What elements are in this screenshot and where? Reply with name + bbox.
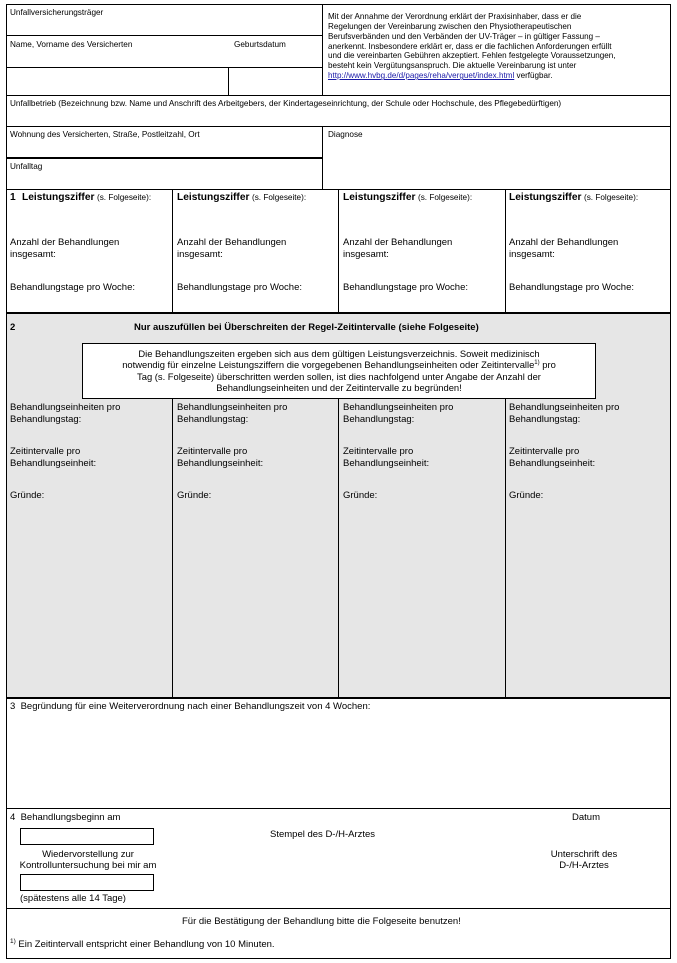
section4-start-label: Behandlungsbeginn am bbox=[20, 812, 121, 823]
employer-label: Unfallbetrieb (Bezeichnung bzw. Name und Anschrift des Arbeitgebers, der Kindertageseinrichtung, der Schule oder Hochschule, des Pflegebedürftigen) bbox=[10, 99, 562, 108]
confirm-text: Für die Bestätigung der Behandlung bitte die Folgeseite benutzen! bbox=[182, 916, 461, 927]
section2-number: 2 bbox=[10, 322, 16, 333]
s2-interval-label-2: Behandlungseinheit: bbox=[177, 458, 264, 469]
signature-label bbox=[534, 849, 634, 872]
agreement-line: besteht kein Vergütungsanspruch. Die aktuelle Vereinbarung ist unter bbox=[328, 61, 577, 71]
s2-interval-label: Zeitintervalle pro bbox=[177, 446, 248, 457]
followup-date-field[interactable] bbox=[20, 874, 154, 891]
s2-units-label: Behandlungseinheiten pro bbox=[343, 402, 454, 413]
section3-top bbox=[6, 697, 671, 699]
note-line: Behandlungseinheiten und der Zeitintervalle zu begründen! bbox=[216, 381, 462, 393]
section4-date-label: Datum bbox=[572, 812, 600, 823]
s2-units-label: Behandlungseinheiten pro bbox=[509, 402, 620, 413]
s1-count-label-2: insgesamt: bbox=[343, 249, 389, 260]
s2-units-label-2: Behandlungstag: bbox=[177, 414, 249, 425]
note-line-with-sup bbox=[82, 359, 596, 370]
s1-count-label-2: insgesamt: bbox=[10, 249, 56, 260]
section2-note bbox=[82, 348, 596, 393]
section4-number: 4 bbox=[10, 812, 16, 823]
followup-line: Kontrolluntersuchung bei mir am bbox=[19, 860, 157, 872]
s2-interval-label-2: Behandlungseinheit: bbox=[509, 458, 596, 469]
s1-code-label: Leistungsziffer bbox=[343, 192, 416, 203]
diagnosis-label: Diagnose bbox=[328, 130, 363, 139]
s2-interval-label-2: Behandlungseinheit: bbox=[10, 458, 97, 469]
s1-days-label: Behandlungstage pro Woche: bbox=[509, 282, 634, 293]
address-bottom bbox=[6, 157, 323, 159]
name-label: Name, Vorname des Versicherten bbox=[10, 40, 133, 49]
s1-code-heading bbox=[343, 192, 472, 204]
footnote-text: Ein Zeitintervall entspricht einer Behandlung von 10 Minuten. bbox=[18, 939, 275, 951]
s2-units-label-2: Behandlungstag: bbox=[343, 414, 415, 425]
s1-days-label: Behandlungstage pro Woche: bbox=[343, 282, 468, 293]
footer-top bbox=[6, 908, 671, 909]
section4-top bbox=[6, 808, 671, 809]
s1-count-label-2: insgesamt: bbox=[177, 249, 223, 260]
s2-col-divider-2 bbox=[338, 399, 339, 698]
signature-line: Unterschrift des bbox=[550, 849, 618, 860]
carrier-label: Unfallversicherungsträger bbox=[10, 8, 104, 17]
s1-count-label: Anzahl der Behandlungen bbox=[343, 237, 453, 248]
birthdate-divider bbox=[228, 67, 229, 96]
s2-reasons-label: Gründe: bbox=[10, 490, 45, 501]
frame-left bbox=[6, 4, 7, 959]
frame-bottom bbox=[6, 958, 671, 959]
s1-code-heading bbox=[177, 192, 306, 204]
name-mid bbox=[6, 67, 323, 68]
footnote-superscript: 1) bbox=[10, 938, 16, 945]
employer-bottom bbox=[6, 126, 671, 127]
s2-reasons-label: Gründe: bbox=[509, 490, 544, 501]
stamp-label: Stempel des D-/H-Arztes bbox=[270, 829, 376, 840]
s2-reasons-label: Gründe: bbox=[177, 490, 212, 501]
agreement-line: Regelungen der Vereinbarung zwischen den Physiotherapeutischen bbox=[328, 21, 572, 31]
s1-code-ref: (s. Folgeseite): bbox=[251, 193, 307, 202]
s1-code-label: Leistungsziffer bbox=[22, 192, 95, 203]
section3-heading bbox=[10, 702, 370, 713]
note-line: Tag (s. Folgeseite) überschritten werden sollen, ist dies nachfolgend unter Angabe der Anzahl der bbox=[137, 370, 541, 382]
s2-interval-label-2: Behandlungseinheit: bbox=[343, 458, 430, 469]
s2-units-label-2: Behandlungstag: bbox=[10, 414, 82, 425]
s2-col-divider-3 bbox=[505, 399, 506, 698]
s1-count-label: Anzahl der Behandlungen bbox=[509, 237, 619, 248]
header-divider-vertical bbox=[322, 4, 323, 96]
latest-label: (spätestens alle 14 Tage) bbox=[20, 893, 126, 904]
s2-interval-label: Zeitintervalle pro bbox=[10, 446, 81, 457]
s1-code-heading bbox=[509, 192, 638, 204]
s2-units-label: Behandlungseinheiten pro bbox=[10, 402, 121, 413]
agreement-link[interactable]: http://www.hvbg.de/d/pages/reha/verguet/index.html bbox=[328, 71, 515, 81]
followup-line: Wiedervorstellung zur bbox=[42, 849, 134, 860]
agreement-line: und die vereinbarten Gebühren akzeptiert. Fehlen festgelegte Voraussetzungen, bbox=[328, 51, 616, 61]
accident-day-label: Unfalltag bbox=[10, 162, 43, 171]
s1-count-label: Anzahl der Behandlungen bbox=[177, 237, 287, 248]
frame-top bbox=[6, 4, 671, 5]
section4-heading bbox=[10, 813, 120, 824]
agreement-line: Mit der Annahme der Verordnung erklärt der Praxisinhaber, dass er die bbox=[328, 12, 582, 21]
frame-right bbox=[670, 4, 671, 959]
section2-title: Nur auszufüllen bei Überschreiten der Regel-Zeitintervalle (siehe Folgeseite) bbox=[134, 322, 479, 333]
s2-interval-label: Zeitintervalle pro bbox=[343, 446, 414, 457]
s1-code-label: Leistungsziffer bbox=[177, 192, 250, 203]
section1-number: 1 bbox=[10, 192, 16, 203]
agreement-link-line bbox=[328, 71, 668, 81]
s1-count-label-2: insgesamt: bbox=[509, 249, 555, 260]
agreement-line: anerkennt. Insbesondere erklärt er, dass er die fachlichen Anforderungen erfüllt bbox=[328, 41, 612, 51]
signature-line: D-/H-Arztes bbox=[559, 860, 609, 872]
section3-number: 3 bbox=[10, 701, 16, 712]
s1-code-ref: (s. Folgeseite): bbox=[417, 193, 473, 202]
s1-count-label: Anzahl der Behandlungen bbox=[10, 237, 120, 248]
note-line: Die Behandlungszeiten ergeben sich aus dem gültigen Leistungsverzeichnis. Soweit medizinisch bbox=[138, 348, 540, 359]
header-bottom bbox=[6, 95, 671, 96]
agreement-after-link: verfügbar. bbox=[514, 71, 553, 81]
s1-code-ref: (s. Folgeseite): bbox=[96, 193, 152, 202]
s1-days-label: Behandlungstage pro Woche: bbox=[177, 282, 302, 293]
s1-col-divider-2 bbox=[338, 189, 339, 313]
note-line-end: pro bbox=[539, 359, 556, 371]
s1-code-heading bbox=[22, 192, 151, 204]
carrier-bottom bbox=[6, 35, 323, 36]
agreement-line: Berufsverbänden und den Verbänden der UV-Träger – in gültiger Fassung – bbox=[328, 31, 600, 41]
agreement-notice bbox=[328, 12, 668, 81]
s2-col-divider-1 bbox=[172, 399, 173, 698]
section2-top bbox=[6, 312, 671, 314]
s1-col-divider-3 bbox=[505, 189, 506, 313]
footnote bbox=[10, 938, 275, 951]
treatment-start-field[interactable] bbox=[20, 828, 154, 845]
s2-units-label-2: Behandlungstag: bbox=[509, 414, 581, 425]
s2-units-label: Behandlungseinheiten pro bbox=[177, 402, 288, 413]
section3-label: Begründung für eine Weiterverordnung nach einer Behandlungszeit von 4 Wochen: bbox=[20, 701, 371, 712]
followup-label bbox=[6, 849, 170, 872]
s2-interval-label: Zeitintervalle pro bbox=[509, 446, 580, 457]
note-line: notwendig für einzelne Leistungsziffern die vorgegebenen Behandlungseinheiten oder Zeitintervalle bbox=[122, 359, 535, 371]
s1-code-ref: (s. Folgeseite): bbox=[583, 193, 639, 202]
s1-code-label: Leistungsziffer bbox=[509, 192, 582, 203]
birthdate-label: Geburtsdatum bbox=[234, 40, 286, 49]
address-label: Wohnung des Versicherten, Straße, Postleitzahl, Ort bbox=[10, 130, 200, 139]
s2-reasons-label: Gründe: bbox=[343, 490, 378, 501]
note-superscript: 1) bbox=[534, 360, 540, 367]
s1-col-divider-1 bbox=[172, 189, 173, 313]
s1-days-label: Behandlungstage pro Woche: bbox=[10, 282, 135, 293]
